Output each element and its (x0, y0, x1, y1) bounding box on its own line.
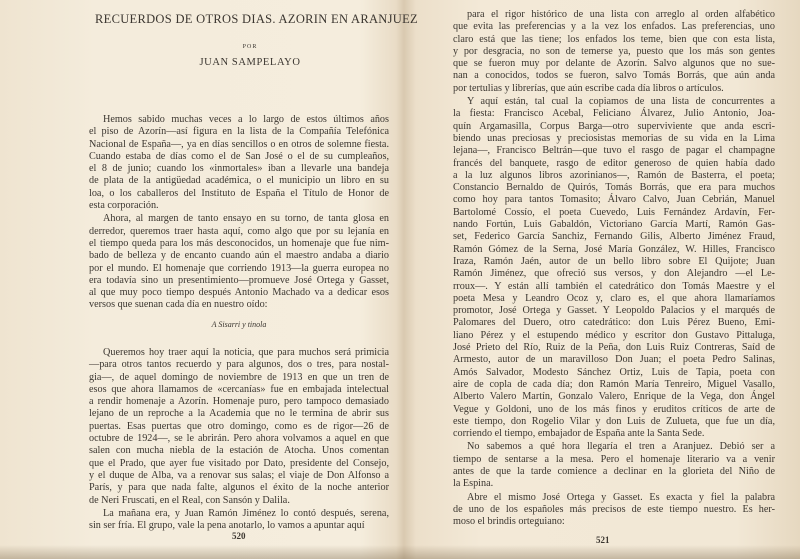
text-line: francés del banquete, rasgo de editor generoso de quien había dado (453, 157, 775, 169)
paragraph (453, 492, 775, 529)
text-line: Abre el mismo José Ortega y Gasset. Es exacta y fiel la palabra (467, 491, 775, 503)
text-line: de plata de la antigüedad académica, o el municipio un libro en su (89, 175, 389, 187)
left-body-after (89, 347, 389, 533)
text-line: No sabemos a qué hora llegaría el tren a Aranjuez. Debió ser a (467, 441, 775, 453)
text-line: por tertulias y librerías, que aún escribe cada día libros o artículos. (453, 82, 724, 94)
text-line: Amós Salvador, Modesto Sánchez Ortiz, Luis de Tapia, poeta con (453, 366, 775, 378)
text-line: la Espina. (453, 478, 494, 490)
text-line: versos que suenan cada día en nuestro oído: (89, 299, 268, 311)
text-line: por el mundo. El homenaje que corriendo 1913—la guerra europea no (89, 262, 389, 274)
text-line: esta corporación. (89, 200, 159, 212)
text-line: corriendo el tiempo, embajador de España ante la Santa Sede. (453, 428, 705, 440)
text-line: La mañana era, y Juan Ramón Jiménez lo contó después, serena, (103, 507, 389, 519)
text-line: moso el brindis orteguiano: (453, 516, 565, 528)
text-line: de uno de los españoles más precisos de este tiempo nuestro. Es her- (453, 503, 775, 515)
right-body (453, 9, 775, 529)
text-line: a rendir homenaje a Azorín. Homenaje puro, pero tampoco demasiado (89, 396, 389, 408)
paragraph (89, 213, 389, 311)
page-bottom-shadow (0, 545, 800, 559)
text-line: al que muy poco tiempo después Antonio Machado va a dedicar esos (89, 287, 389, 299)
text-line: esos que ahora llamamos de «cercanías» fue en embajada intelectual (89, 383, 389, 395)
text-line: este tiempo, don Rogelio Vilar y don Luis de Zulueta, que fue un día, (453, 415, 775, 427)
text-line: Queremos hoy traer aquí la noticia, que para muchos será primicia (103, 347, 389, 358)
verse-heading: A Sisarri y tinola (211, 320, 267, 329)
text-line: lejana—, Francisco Beltrán—que tuvo el rasgo de pagar el champagne (453, 145, 775, 157)
text-line: París, y para que nada falte, algunos el éxito de la noche anterior (89, 482, 389, 494)
text-line: y por desgracia, no son de temerse ya, puesto que los más son gentes (453, 45, 775, 57)
author-name: JUAN SAMPELAYO (199, 57, 301, 68)
text-line: sin ser fría. El grupo, vale la pena anotarlo, lo vamos a apuntar aquí (89, 520, 365, 532)
text-line: como hoy para tantos Tomasito; Álvaro Calvo, Juan Cebrián, Manuel (453, 194, 775, 206)
article-title: RECUERDOS DE OTROS DIAS. AZORIN EN ARANJUEZ (95, 12, 418, 26)
paragraph (453, 9, 775, 95)
paragraph (453, 96, 775, 440)
text-line: y el duque de Alba, va a renovar sus salas; el viaje de Don Alfonso a (89, 469, 389, 481)
text-line: Cuando estaba de días como el de San José o el de su cumpleaños, (89, 150, 389, 162)
text-line: el piso de Azorín—así figura en la lista de la Compañía Telefónica (89, 126, 389, 138)
byline-por: POR (242, 44, 258, 50)
text-line: Bartolomé Cossío, el poeta Cuevedo, Luis Fernández Ardavín, Fer- (453, 206, 775, 218)
text-line: nando Fortún, Luis Gabaldón, Victoriano García Martí, Ramón Gas- (453, 219, 775, 231)
text-line: Constancio Bernaldo de Quirós, Tomás Borrás, que era para muchos (453, 182, 775, 194)
text-line: Palomares del Duero, otro catedrático: don Luis Pérez Bueno, Emi- (453, 317, 775, 329)
text-line: set, Federico García Sanchiz, Fernando Gilis, Alberto Jiménez Fraud, (453, 231, 775, 243)
text-line: Iraza, Ramón Jaén, autor de un bello libro sobre El Quijote; Juan (453, 255, 775, 267)
paragraph (453, 441, 775, 490)
text-line: el tiempo queda para los más desconocidos, un homenaje que fue nim- (89, 237, 389, 249)
text-line: Armesto, autor de un maravilloso Don Juan; el poeta Pedro Salinas, (453, 354, 775, 366)
text-line: Alberto Valero Martín, Gonzalo Valero, Enrique de la Vega, don Ángel (453, 391, 775, 403)
text-line: a la luz algunos libros azorinianos—, Ramón de Basterra, el poeta; (453, 169, 775, 181)
text-line: liano Pérez y el estupendo médico y escritor don Gustavo Pittaluga, (453, 329, 775, 341)
page-number-right: 521 (596, 535, 610, 545)
text-line: rroux—. Y están allí también el catedrático don Tomás Maestre y el (453, 280, 775, 292)
text-line: Ramón Gómez de la Serna, José María González, W. Hilles, Francisco (453, 243, 775, 255)
text-line: antes de que la tarde comience a declinar en la glorieta del Niño de (453, 465, 775, 477)
text-line: nan a conocidos, todos se fueron, salvo Tomás Borrás, que aún anda (453, 70, 775, 82)
text-line: aire de copla de cada día; don Ramón María Tenreiro, Miguel Vasallo, (453, 378, 775, 390)
text-line: tiempo de sentarse a la mesa. Pero el homenaje literario va a venir (453, 453, 775, 465)
text-line: gia—, de aquel domingo de noviembre de 1913 en que un tren de (89, 371, 389, 383)
text-line: que el Prado, que ayer fue visitado por Dato, presidente del Consejo, (89, 457, 389, 469)
left-body-before (89, 114, 389, 313)
text-line: Y aquí están, tal cual la copiamos de una lista de concurrentes a (467, 96, 775, 108)
text-line: que evita las preferencias y a la vez los enfados. Las preferencias, uno (453, 21, 775, 33)
text-line: de Neri Fruscati, en el Real, con Sansón y Dalila. (89, 494, 290, 506)
text-line: Vegue y Goldoni, uno de los más finos y eruditos críticos de arte de (453, 403, 775, 415)
text-line: derredor, queremos traer hasta aquí, como algo que por su lejanía en (89, 225, 389, 237)
text-line: salen con mucha niebla de la estación de Atocha. Unos comentan (89, 445, 389, 457)
text-line: promotor, José Ortega y Gasset. Y Leopoldo Palacios y el marqués de (453, 305, 775, 317)
text-line: biendo unas preciosas y preciosistas memorias de su vida en la Lima (453, 132, 775, 144)
text-line: —para otros tantos recuerdo y para algunos, dos o tres, para nostal- (89, 359, 389, 371)
text-line: para el rigor histórico de una lista con arreglo al orden alfabético (467, 9, 775, 20)
text-line: José Prieto del Río, Ruiz de la Peña, don Luis Ruiz Contreras, Saíd de (453, 342, 775, 354)
text-line: Nacional de España—, ya en días sencillos o en otros de solemne fiesta. (89, 138, 389, 150)
text-line: el 8 de junio; cuando los «inmortales» iban a llevarle una bandeja (89, 163, 389, 175)
text-line: quín Argamasilla, Corpus Barga—otro superviviente que anda escri- (453, 120, 775, 132)
text-line: era todavía sino un presentimiento—promueve José Ortega y Gasset, (89, 274, 389, 286)
text-line: Hemos sabido muchas veces a lo largo de estos últimos años (103, 114, 389, 125)
paragraph (89, 114, 389, 212)
paragraph (89, 347, 389, 507)
text-line: poeta Mesa y Leandro Ocoz y, claro es, el que ahora llamaríamos (453, 292, 775, 304)
text-line: bado de belleza y de encanto cuando aún el maestro andaba a diario (89, 250, 389, 262)
text-line: octubre de 1924—, se le abrirán. Pero ahora volvamos a aquel en que (89, 433, 389, 445)
text-line: lejano de un reproche a la Academia que no le termina de abrir sus (89, 408, 389, 420)
text-line: que se fueron muy por delante de Azorín. Salvo algunos que no sue- (453, 58, 775, 70)
text-line: puertas. Esas puertas que otro domingo, como es de rigor—26 de (89, 420, 389, 432)
text-line: la fiesta: Francisco Acebal, Feliciano Álvarez, Julio Antonio, Joa- (453, 108, 775, 120)
text-line: claro está que las tiene; los enfados los teme, bien que con esta lista, (453, 33, 775, 45)
text-line: Ahora, al margen de tanto ensayo en su torno, de tanta glosa en (103, 213, 389, 225)
page-number-left: 520 (232, 531, 246, 541)
text-line: loa, o los caballeros del Instituto de España el Título de Honor de (89, 187, 389, 199)
text-line: Ramón Jiménez, que ofreció sus versos, y don Alejandro —el Le- (453, 268, 775, 280)
paragraph (89, 508, 389, 533)
